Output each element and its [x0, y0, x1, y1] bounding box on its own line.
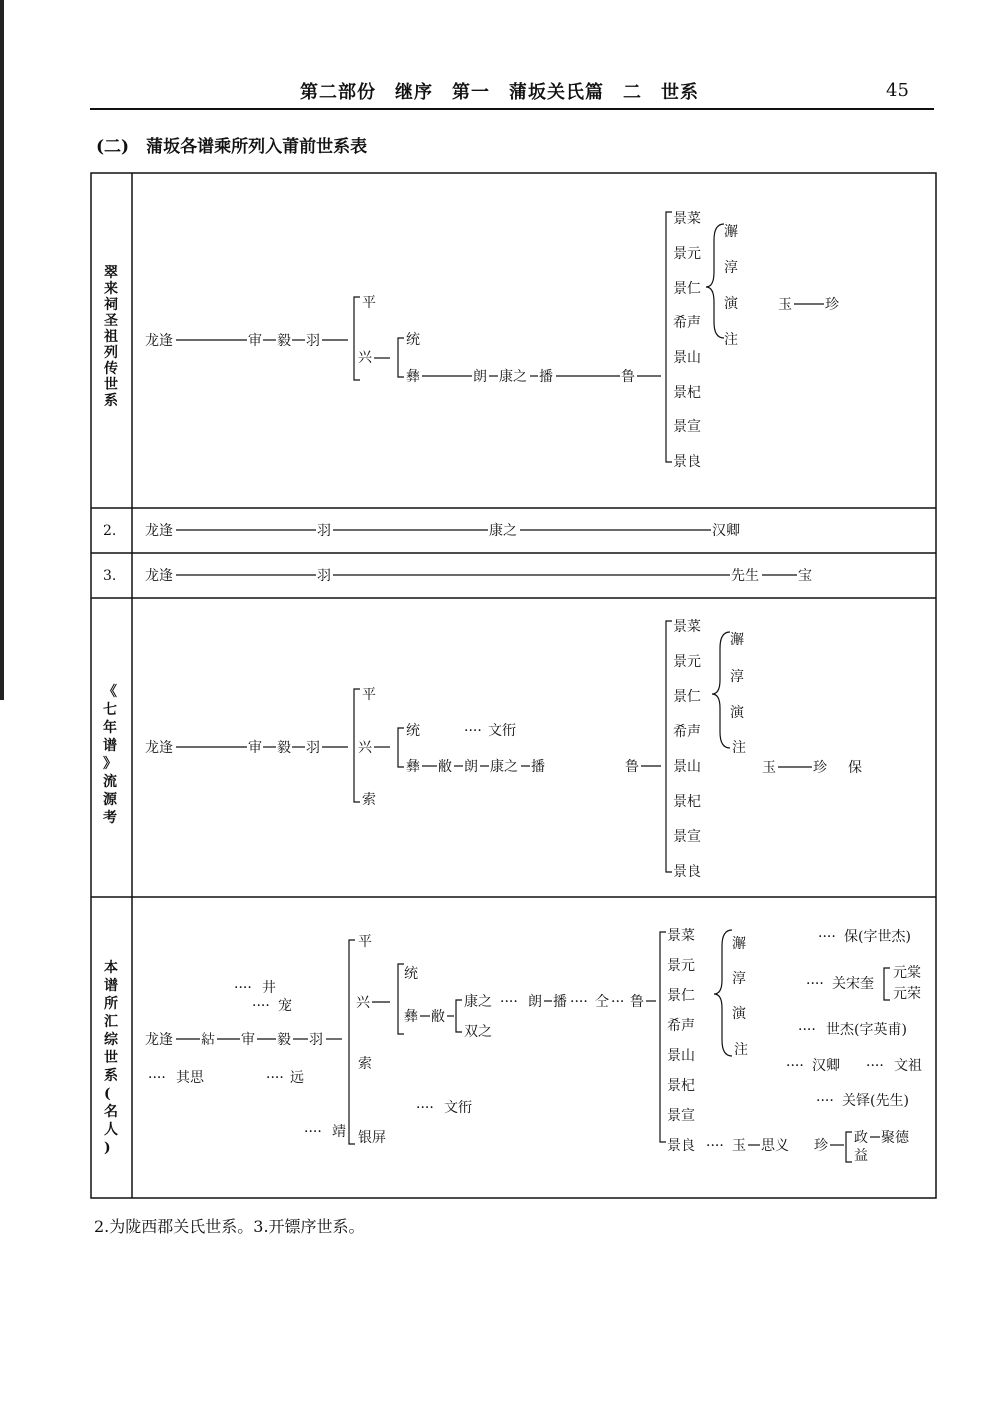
person-name: 淳 [732, 971, 746, 987]
person-name: 审 [241, 1032, 255, 1048]
person-name: 演 [732, 1006, 746, 1022]
person-name: 聚德 [881, 1130, 909, 1146]
header-rule [90, 108, 934, 110]
row1-label-char: 系 [104, 393, 118, 409]
person-name: 景宣 [667, 1108, 695, 1124]
person-name: 彝 [406, 759, 420, 775]
row5-label-char: 人 [104, 1122, 118, 1138]
person-name: 景山 [673, 759, 701, 775]
row-label-4 [103, 684, 118, 826]
person-name: 双之 [464, 1024, 492, 1040]
person-name: 兴 [358, 740, 372, 756]
person-name: 朗 [528, 994, 542, 1010]
row4-label-char: 谱 [103, 738, 117, 754]
person-name: 注 [732, 740, 746, 756]
person-name: 淳 [730, 669, 744, 685]
person-name: 文衎 [488, 723, 516, 739]
person-name: 仝 [595, 994, 609, 1010]
row1-tree [145, 210, 839, 470]
row1-label-char: 翠 [104, 265, 118, 281]
notable-name: 元棠 [893, 965, 921, 981]
row4-label-char: 流 [103, 774, 117, 790]
person-name: 龙逢 [145, 740, 173, 756]
dotted-leader: ···· [818, 929, 836, 945]
person-name: 𥿍 [201, 1032, 215, 1048]
person-name: 毅 [277, 1032, 291, 1048]
dotted-leader: ···· [234, 980, 252, 996]
row5-label-char: 汇 [104, 1014, 118, 1030]
person-name: 鲁 [621, 369, 635, 385]
person-name: 政 [854, 1130, 868, 1146]
person-name: 益 [854, 1148, 868, 1164]
person-name: 注 [724, 332, 738, 348]
row3-tree [145, 567, 812, 584]
dotted-leader: ···· [706, 1138, 724, 1154]
person-name: 景元 [673, 654, 701, 670]
dotted-leader: ···· [304, 1124, 322, 1140]
person-name: 毅 [277, 333, 291, 349]
person-name: 平 [362, 687, 376, 703]
notable-name: 关铎(先生) [842, 1093, 909, 1109]
person-name: 景宣 [673, 829, 701, 845]
person-name: 朗 [464, 759, 478, 775]
row5-label-char: ( [104, 1086, 111, 1102]
dotted-leader: ···· [500, 994, 518, 1010]
row5-label-char: ) [104, 1140, 111, 1156]
person-name: 演 [730, 705, 744, 721]
footnote: 2.为陇西郡关氏世系。3.开镖序世系。 [94, 1217, 365, 1236]
row4-tree [145, 618, 862, 880]
row5-label-char: 世 [104, 1050, 118, 1066]
person-name: 羽 [317, 523, 331, 539]
person-name: 敝 [431, 1009, 445, 1025]
notable-name: 保(字世杰) [844, 929, 911, 945]
table-border [91, 173, 936, 1198]
person-name: 彝 [406, 369, 420, 385]
person-name: 澥 [724, 224, 738, 240]
scan-edge [0, 0, 4, 700]
person-name: 康之 [499, 369, 527, 385]
person-name: 鲁 [630, 994, 644, 1010]
person-name: 景山 [673, 350, 701, 366]
row5-label-char: 综 [104, 1032, 118, 1048]
person-name: 羽 [306, 333, 320, 349]
person-name: 景元 [667, 958, 695, 974]
person-name: 注 [734, 1042, 748, 1058]
person-name: 景仁 [673, 689, 701, 705]
person-name: 播 [531, 759, 545, 775]
row5-label-char: 所 [104, 996, 118, 1012]
person-name: 平 [358, 934, 372, 950]
person-name: 玉 [732, 1138, 746, 1154]
row4-label-char: 考 [103, 810, 117, 826]
person-name: 景良 [673, 454, 701, 470]
row1-label-char: 传 [104, 361, 118, 377]
person-name: 兴 [358, 350, 372, 366]
person-name: 银屏 [358, 1130, 386, 1146]
person-name: 先生 [731, 568, 759, 584]
person-name: 玉 [762, 760, 776, 776]
person-name: 索 [362, 792, 376, 808]
dotted-leader: ···· [416, 1100, 434, 1116]
person-name: 景杞 [673, 794, 701, 810]
person-name: 淳 [724, 260, 738, 276]
person-name: 康之 [490, 759, 518, 775]
row2-tree [145, 522, 740, 539]
person-name: 希声 [673, 315, 701, 331]
person-name: 珍 [813, 760, 827, 776]
person-name: 希声 [673, 724, 701, 740]
person-name: 靖 [332, 1124, 346, 1140]
dotted-leader: ··· [611, 994, 625, 1010]
person-name: 康之 [489, 523, 517, 539]
person-name: 彝 [404, 1009, 418, 1025]
row2-label: 2. [103, 523, 117, 539]
person-name: 澥 [732, 936, 746, 952]
notable-name: 汉卿 [812, 1058, 840, 1074]
row4-label-char: 》 [103, 756, 117, 772]
genealogy-table [90, 172, 938, 1200]
person-name: 龙逢 [145, 1032, 173, 1048]
dotted-leader: ···· [464, 723, 482, 739]
row5-label-char: 名 [104, 1104, 118, 1120]
person-name: 平 [362, 295, 376, 311]
dotted-leader: ···· [816, 1093, 834, 1109]
person-name: 文衎 [444, 1100, 472, 1116]
person-name: 景仁 [667, 988, 695, 1004]
row5-label-char: 系 [104, 1068, 118, 1084]
page-number: 45 [886, 80, 909, 101]
person-name: 远 [290, 1070, 304, 1086]
person-name: 鲁 [625, 759, 639, 775]
row-label-5 [104, 959, 119, 1156]
section-title: (二) 蒲坂各谱乘所列入莆前世系表 [96, 137, 368, 157]
person-name: 景良 [667, 1138, 695, 1154]
row4-label-char: 《 [103, 684, 117, 700]
row1-label-char: 祖 [104, 329, 118, 345]
person-name: 希声 [667, 1018, 695, 1034]
dotted-leader: ···· [148, 1070, 166, 1086]
dotted-leader: ···· [866, 1058, 884, 1074]
row5-label-char: 谱 [104, 978, 118, 994]
row4-label-char: 年 [103, 720, 117, 736]
person-name: 龙逢 [145, 333, 173, 349]
person-name: 龙逢 [145, 568, 173, 584]
person-name: 毅 [277, 740, 291, 756]
notable-name: 元荣 [893, 986, 921, 1002]
person-name: 播 [553, 994, 567, 1010]
notable-name: 关宋奎 [832, 976, 874, 992]
row1-label-char: 圣 [104, 313, 118, 329]
person-name: 统 [404, 966, 418, 982]
person-name: 井 [262, 980, 276, 996]
dotted-leader: ···· [798, 1022, 816, 1038]
row4-label-char: 源 [103, 792, 117, 808]
person-name: 玉 [778, 297, 792, 313]
person-name: 敝 [438, 759, 452, 775]
person-name: 其思 [176, 1070, 204, 1086]
notable-name: 世杰(字英甫) [826, 1022, 907, 1038]
person-name: 珍 [825, 297, 839, 313]
row1-label-char: 祠 [104, 297, 118, 313]
person-name: 羽 [309, 1032, 323, 1048]
person-name: 景山 [667, 1048, 695, 1064]
person-name: 龙逢 [145, 523, 173, 539]
person-name: 朗 [473, 369, 487, 385]
person-name: 保 [848, 760, 862, 776]
person-name: 思义 [761, 1138, 789, 1154]
row3-label: 3. [103, 568, 117, 584]
row1-label-char: 来 [104, 281, 118, 297]
person-name: 播 [539, 369, 553, 385]
person-name: 景元 [673, 246, 701, 262]
dotted-leader: ···· [266, 1070, 284, 1086]
row-label-1 [103, 265, 118, 409]
person-name: 演 [724, 296, 738, 312]
person-name: 景菜 [673, 619, 701, 635]
person-name: 景良 [673, 864, 701, 880]
person-name: 景菜 [673, 211, 701, 227]
person-name: 统 [406, 332, 420, 348]
row1-label-char: 列 [104, 345, 118, 361]
person-name: 宠 [278, 998, 292, 1014]
dotted-leader: ···· [806, 976, 824, 992]
row5-label-char: 本 [104, 960, 118, 976]
person-name: 澥 [730, 632, 744, 648]
person-name: 统 [406, 723, 420, 739]
person-name: 兴 [356, 995, 370, 1011]
person-name: 康之 [464, 994, 492, 1010]
person-name: 羽 [306, 740, 320, 756]
row5-tree [145, 927, 922, 1164]
person-name: 审 [248, 740, 262, 756]
person-name: 索 [358, 1056, 372, 1072]
person-name: 宝 [798, 568, 812, 584]
notable-name: 文祖 [894, 1058, 922, 1074]
person-name: 景宣 [673, 419, 701, 435]
running-header: 第二部份 继序 第一 蒲坂关氏篇 二 世系 [300, 82, 699, 103]
person-name: 珍 [814, 1138, 828, 1154]
person-name: 审 [248, 333, 262, 349]
dotted-leader: ···· [252, 998, 270, 1014]
person-name: 羽 [317, 568, 331, 584]
person-name: 景杞 [673, 385, 701, 401]
person-name: 景菜 [667, 928, 695, 944]
row4-label-char: 七 [103, 702, 117, 718]
person-name: 汉卿 [712, 523, 740, 539]
person-name: 景杞 [667, 1078, 695, 1094]
dotted-leader: ···· [786, 1058, 804, 1074]
dotted-leader: ···· [570, 994, 588, 1010]
person-name: 景仁 [673, 281, 701, 297]
row1-label-char: 世 [104, 377, 118, 393]
